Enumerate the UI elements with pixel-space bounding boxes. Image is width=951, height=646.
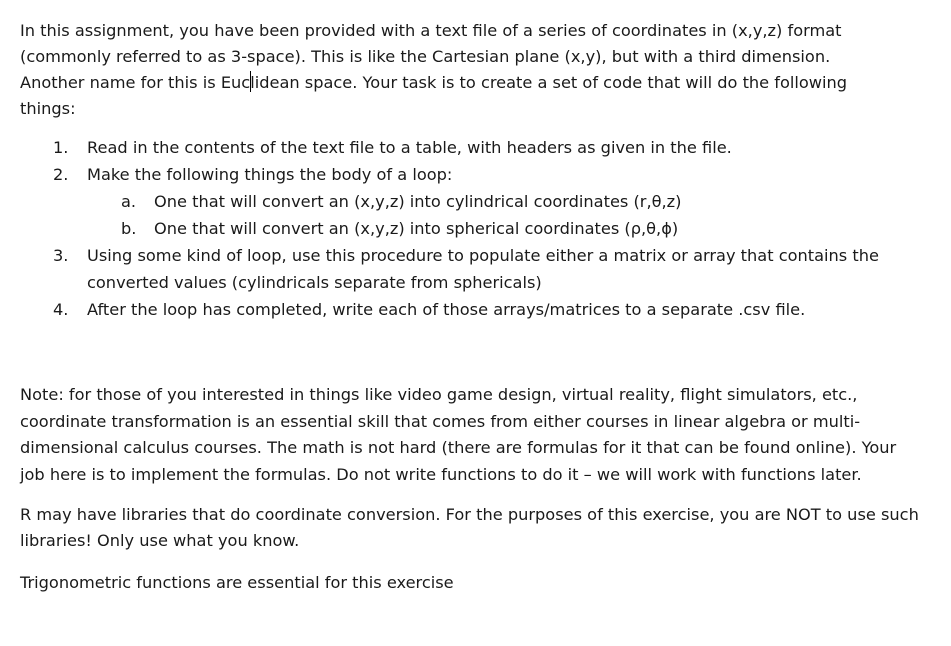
- list-item-text: Using some kind of loop, use this procedure to populate either a matrix or array that contains the converted values (cylindricals separate from sphericals): [87, 246, 879, 292]
- intro-paragraph: [20, 18, 880, 122]
- list-letter: b.: [121, 219, 137, 238]
- list-item-3: [20, 242, 925, 296]
- intro-text-part2: lidean space. Your task is to create a set of code that will do the following things:: [20, 73, 848, 118]
- trig-paragraph: Trigonometric functions are essential for this exercise: [20, 573, 454, 592]
- document-body[interactable]: [20, 18, 925, 596]
- list-number: 1.: [53, 138, 69, 157]
- list-number: 2.: [53, 165, 69, 184]
- list-item-text: Read in the contents of the text file to a table, with headers as given in the file.: [87, 138, 732, 157]
- sublist-item-b: [20, 215, 925, 242]
- intro-text-part1: In this assignment, you have been provided with a text file of a series of coordinates in (x,y,z) format (commonly referred to as 3-space). This is like the Cartesian plane (x,y), but with a third dimension. Another name for this is Euc: [20, 21, 842, 92]
- list-item-text: One that will convert an (x,y,z) into spherical coordinates (ρ,θ,ϕ): [154, 219, 679, 238]
- note-paragraph: Note: for those of you interested in things like video game design, virtual reality, flight simulators, etc., coordinate transformation is an essential skill that comes from either courses in linear algebra or multi-dimensional calculus courses. The math is not hard (there are formulas for it that can be found online). Your job here is to implement the formulas. Do not write functions to do it – we will work with functions later.: [20, 385, 897, 484]
- list-item-1: [20, 134, 925, 161]
- list-item-text: One that will convert an (x,y,z) into cylindrical coordinates (r,θ,z): [154, 192, 682, 211]
- list-item-text: Make the following things the body of a loop:: [87, 165, 453, 184]
- sublist-container: [20, 188, 925, 242]
- sublist-item-a: [20, 188, 925, 215]
- list-item-4: [20, 296, 925, 323]
- list-letter: a.: [121, 192, 137, 211]
- list-number: 4.: [53, 300, 69, 319]
- list-item-text: After the loop has completed, write each of those arrays/matrices to a separate .csv file.: [87, 300, 806, 319]
- task-list: [20, 134, 925, 323]
- sub-list: [20, 188, 925, 242]
- libraries-paragraph: R may have libraries that do coordinate conversion. For the purposes of this exercise, you are NOT to use such libraries! Only use what you know.: [20, 505, 919, 550]
- list-number: 3.: [53, 246, 69, 265]
- list-item-2: [20, 161, 925, 188]
